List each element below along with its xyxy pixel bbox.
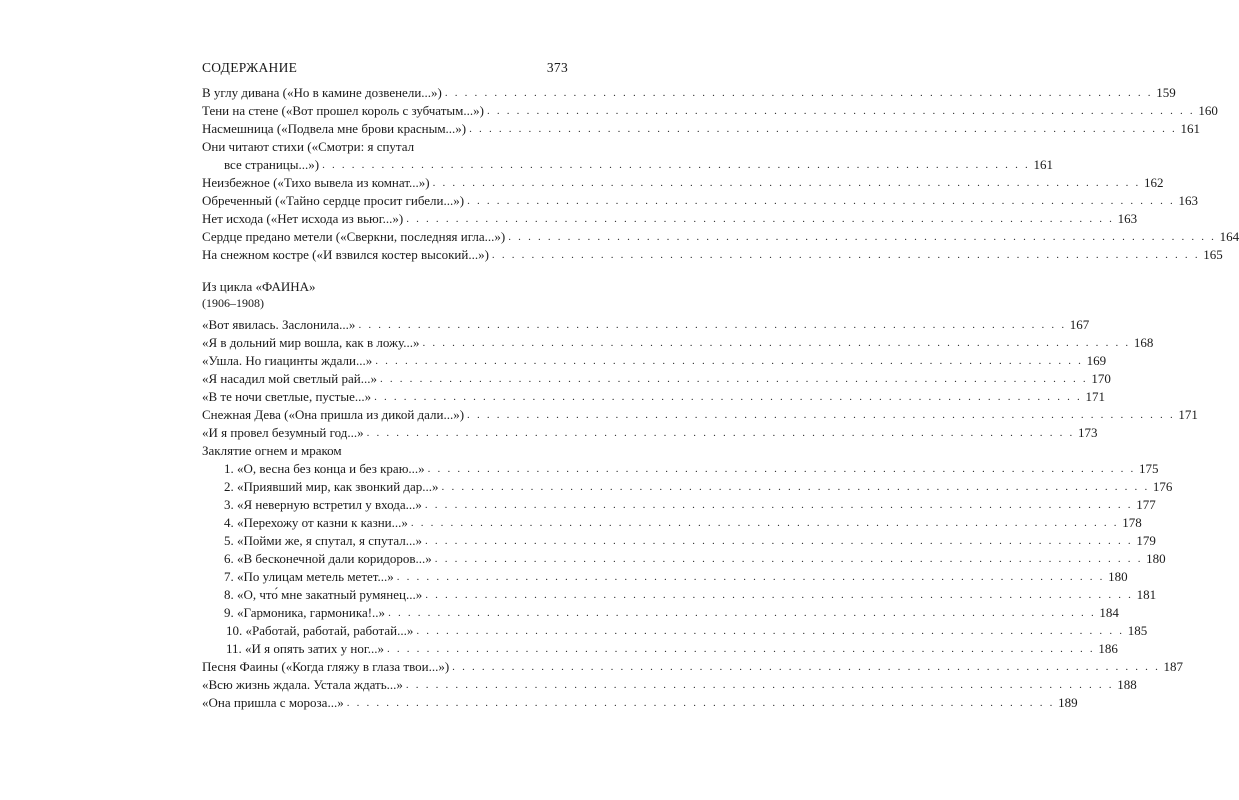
dot-leader	[416, 622, 1124, 640]
dot-leader	[467, 192, 1175, 210]
dot-leader	[433, 174, 1141, 192]
entry-title: «Ушла. Но гиацинты ждали...»	[202, 353, 373, 368]
dot-leader	[452, 658, 1160, 676]
toc-entry	[202, 406, 1198, 424]
toc-cycle	[202, 278, 1198, 712]
toc-subentry	[202, 640, 1118, 658]
entry-continuation	[202, 156, 1053, 174]
subsection-title: Заклятие огнем и мраком	[202, 443, 342, 458]
dot-leader	[406, 676, 1114, 694]
dot-leader	[425, 532, 1133, 550]
toc-page	[202, 60, 1239, 712]
entry-page: 161	[1033, 157, 1053, 172]
entry-title: «Вот явилась. Заслонила...»	[202, 317, 356, 332]
page-number: 373	[546, 60, 568, 75]
entry-title: Песня Фаины («Когда гляжу в глаза твои...»)	[202, 659, 450, 674]
entry-title: 5. «Пойми же, я спутал, я спутал...»	[224, 533, 422, 548]
toc-entry	[202, 352, 1107, 370]
dot-leader	[367, 424, 1075, 442]
entry-page: 188	[1117, 677, 1137, 692]
entry-page: 161	[1180, 121, 1200, 136]
entry-title: 9. «Гармоника, гармоника!..»	[224, 605, 386, 620]
entry-page: 169	[1086, 353, 1107, 368]
toc-entry	[202, 120, 1200, 138]
toc-subentry	[202, 496, 1156, 514]
dot-leader	[358, 316, 1066, 334]
entry-title: В углу дивана («Но в камине дозвенели...»)	[202, 85, 442, 100]
dot-leader	[375, 352, 1083, 370]
entry-title-line2: все страницы...»)	[224, 157, 320, 172]
dot-leader	[445, 84, 1153, 102]
cycle-title: Из цикла «ФАИНА»	[202, 279, 316, 294]
dot-leader	[374, 388, 1082, 406]
entry-title: 7. «По улицам метель метет...»	[224, 569, 394, 584]
entry-title: 4. «Перехожу от казни к казни...»	[224, 515, 408, 530]
entry-page: 171	[1178, 407, 1198, 422]
dot-leader	[425, 496, 1133, 514]
toc-entry	[202, 658, 1184, 676]
dot-leader	[492, 246, 1200, 264]
dot-leader	[487, 102, 1195, 120]
toc-entry	[202, 316, 1090, 334]
dot-leader	[380, 370, 1088, 388]
entry-title: «И я провел безумный год...»	[202, 425, 364, 440]
entry-page: 179	[1136, 533, 1156, 548]
toc-subentry	[202, 604, 1119, 622]
toc-subentry	[202, 622, 1148, 640]
entry-title: «Я в дольний мир вошла, как в ложу...»	[202, 335, 420, 350]
toc-entry	[202, 102, 1218, 120]
entry-page: 173	[1077, 425, 1098, 440]
dot-leader	[387, 640, 1095, 658]
entry-title: «Всю жизнь ждала. Устала ждать...»	[202, 677, 403, 692]
entry-page: 177	[1136, 497, 1156, 512]
dot-leader	[442, 478, 1150, 496]
cycle-years: (1906–1908)	[202, 296, 264, 310]
entry-title: Тени на стене («Вот прошел король с зубчатым...»)	[202, 103, 484, 118]
toc-entry	[202, 334, 1154, 352]
toc-subentry	[202, 586, 1157, 604]
entry-title: 11. «И я опять затих у ног...»	[226, 641, 384, 656]
dot-leader	[322, 156, 1030, 174]
page-header	[202, 60, 568, 84]
dot-leader	[469, 120, 1177, 138]
dot-leader	[397, 568, 1105, 586]
entry-page: 159	[1156, 85, 1176, 100]
entry-title: Снежная Дева («Она пришла из дикой дали...»)	[202, 407, 465, 422]
entry-page: 163	[1178, 193, 1198, 208]
dot-leader	[435, 550, 1143, 568]
entry-page: 176	[1152, 479, 1173, 494]
toc-entry	[202, 174, 1164, 192]
toc-subentry	[202, 550, 1166, 568]
toc-subentry	[202, 532, 1156, 550]
toc-entry	[202, 246, 1223, 264]
toc-entry-wrapped	[202, 138, 1053, 174]
entry-title: На снежном костре («И взвился костер высокий...»)	[202, 247, 489, 262]
subsection-list	[202, 460, 1173, 658]
dot-leader	[508, 228, 1216, 246]
dot-leader	[347, 694, 1055, 712]
dot-leader	[422, 334, 1130, 352]
entry-page: 185	[1127, 623, 1148, 638]
entry-page: 181	[1136, 587, 1157, 602]
entry-page: 178	[1122, 515, 1142, 530]
entry-title: Обреченный («Тайно сердце просит гибели...»)	[202, 193, 465, 208]
toc-entry	[202, 676, 1137, 694]
entry-title: Неизбежное («Тихо вывела из комнат...»)	[202, 175, 430, 190]
entry-page: 170	[1091, 371, 1111, 386]
dot-leader	[411, 514, 1119, 532]
dot-leader	[467, 406, 1175, 424]
entry-title: 10. «Работай, работай, работай...»	[226, 623, 414, 638]
entry-page: 187	[1163, 659, 1184, 674]
section-title: СОДЕРЖАНИЕ	[202, 60, 298, 75]
dot-leader	[388, 604, 1096, 622]
entry-page: 189	[1058, 695, 1078, 710]
entry-page: 163	[1117, 211, 1138, 226]
entry-page: 171	[1085, 389, 1105, 404]
toc-entry	[202, 424, 1098, 442]
entry-title: 8. «О, что́ мне закатный румянец...»	[224, 587, 423, 602]
toc-subentry	[202, 568, 1128, 586]
entry-title: 6. «В бесконечной дали коридоров...»	[224, 551, 432, 566]
entry-title: Сердце предано метели («Сверкни, последняя игла...»)	[202, 229, 506, 244]
entry-page: 165	[1203, 247, 1223, 262]
toc-entry	[202, 228, 1239, 246]
entry-title: Насмешница («Подвела мне брови красным...»)	[202, 121, 467, 136]
entry-title: «Она пришла с мороза...»	[202, 695, 344, 710]
entry-title: 2. «Приявший мир, как звонкий дар...»	[224, 479, 439, 494]
toc-entry	[202, 210, 1138, 228]
entry-page: 167	[1069, 317, 1090, 332]
entry-page: 180	[1146, 551, 1166, 566]
entry-page: 175	[1139, 461, 1159, 476]
toc-entry	[202, 370, 1111, 388]
toc-subentry	[202, 460, 1159, 478]
toc-entry	[202, 192, 1198, 210]
toc-subentry	[202, 478, 1173, 496]
toc-entry	[202, 694, 1078, 712]
toc-group-1	[202, 84, 1239, 264]
entry-title: «В те ночи светлые, пустые...»	[202, 389, 372, 404]
dot-leader	[425, 586, 1133, 604]
entry-page: 168	[1133, 335, 1154, 350]
entry-title: 3. «Я неверную встретил у входа...»	[224, 497, 422, 512]
entry-title: Нет исхода («Нет исхода из вьюг...»)	[202, 211, 404, 226]
entry-page: 164	[1219, 229, 1239, 244]
dot-leader	[428, 460, 1136, 478]
entry-title: 1. «О, весна без конца и без краю...»	[224, 461, 425, 476]
dot-leader	[406, 210, 1114, 228]
entry-page: 160	[1198, 103, 1218, 118]
toc-entry	[202, 388, 1105, 406]
entry-title-line1: Они читают стихи («Смотри: я спутал	[202, 139, 415, 154]
toc-entry	[202, 84, 1176, 102]
toc-subentry	[202, 514, 1142, 532]
entry-title: «Я насадил мой светлый рай...»	[202, 371, 377, 386]
entry-page: 162	[1143, 175, 1164, 190]
entry-page: 184	[1099, 605, 1119, 620]
entry-page: 180	[1108, 569, 1128, 584]
entry-page: 186	[1098, 641, 1118, 656]
